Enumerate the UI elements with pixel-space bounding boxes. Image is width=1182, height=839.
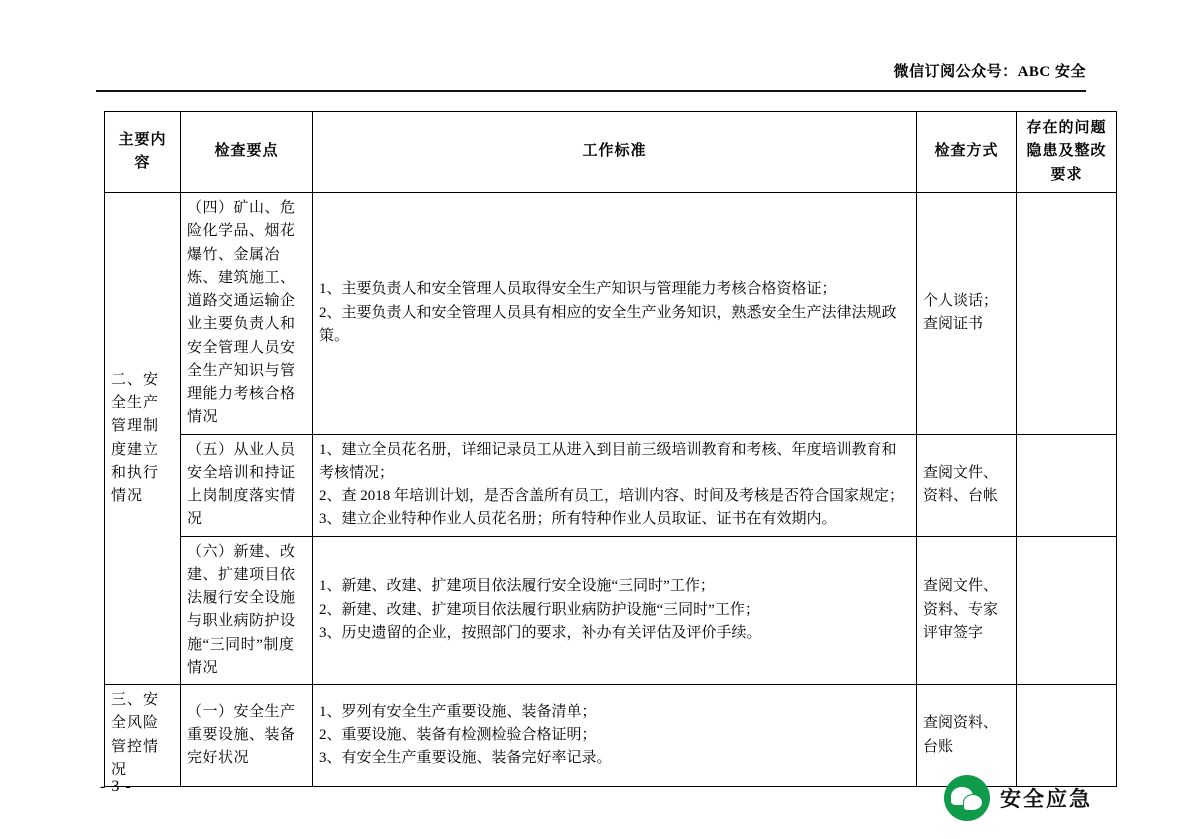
row-point-5: （五）从业人员安全培训和持证上岗制度落实情况 [181, 434, 313, 536]
row-problems-6 [1017, 536, 1117, 685]
standard-line: 1、主要负责人和安全管理人员取得安全生产知识与管理能力考核合格资格证； [319, 281, 837, 298]
standard-line: 1、新建、改建、扩建项目依法履行安全设施“三同时”工作； [319, 578, 715, 595]
table-row [105, 434, 1117, 536]
page-number: - 3 - [100, 778, 132, 795]
row-problems-4 [1017, 193, 1117, 435]
header-check-points: 检查要点 [181, 112, 313, 193]
standard-line: 2、新建、改建、扩建项目依法履行职业病防护设施“三同时”工作； [319, 601, 760, 618]
page-header-text: 微信订阅公众号：ABC 安全 [893, 64, 1086, 80]
table-header-row [105, 112, 1117, 193]
standard-line: 3、建立企业特种作业人员花名册；所有特种作业人员取证、证书在有效期内。 [319, 511, 837, 528]
wechat-logo-stamp [944, 770, 1140, 826]
header-main-content: 主要内容 [105, 112, 181, 193]
standard-line: 1、建立全员花名册，详细记录员工从进入到目前三级培训教育和考核、年度培训教育和考核情况； [319, 441, 897, 481]
table-row [105, 193, 1117, 435]
standard-line: 2、主要负责人和安全管理人员具有相应的安全生产业务知识，熟悉安全生产法律法规政策。 [319, 304, 897, 344]
row-method-5: 查阅文件、资料、台帐 [917, 434, 1017, 536]
header-divider [96, 90, 1086, 92]
row-category-3: 三、安全风险管控情况 [105, 685, 181, 787]
standard-line: 3、历史遗留的企业，按照部门的要求，补办有关评估及评价手续。 [319, 624, 762, 641]
row-method-4: 个人谈话；查阅证书 [917, 193, 1017, 435]
stamp-label: 安全应急 [1000, 788, 1092, 811]
row-point-4: （四）矿山、危险化学品、烟花爆竹、金属冶炼、建筑施工、道路交通运输企业主要负责人和安全管理人员安全生产知识与管理能力考核合格情况 [181, 193, 313, 435]
row-method-6: 查阅文件、资料、专家评审签字 [917, 536, 1017, 685]
wechat-icon [944, 775, 990, 821]
row-standard-5 [313, 434, 917, 536]
row-point-7: （一）安全生产重要设施、装备完好状况 [181, 685, 313, 787]
header-work-standard: 工作标准 [313, 112, 917, 193]
header-problems: 存在的问题隐患及整改要求 [1017, 112, 1117, 193]
standard-line: 2、查 2018 年培训计划，是否含盖所有员工，培训内容、时间及考核是否符合国家规定； [319, 488, 905, 504]
row-category-2: 二、安全生产管理制度建立和执行情况 [105, 193, 181, 685]
row-standard-4 [313, 193, 917, 435]
inspection-table [104, 111, 1117, 787]
header-check-method: 检查方式 [917, 112, 1017, 193]
row-standard-6 [313, 536, 917, 685]
table-row [105, 536, 1117, 685]
wechat-bubble-front-icon [963, 794, 983, 811]
row-method-7: 查阅资料、台账 [917, 685, 1017, 787]
standard-line: 2、重要设施、装备有检测检验合格证明； [319, 726, 597, 743]
standard-line: 3、有安全生产重要设施、装备完好率记录。 [319, 750, 612, 767]
row-standard-7 [313, 685, 917, 787]
standard-line: 1、罗列有安全生产重要设施、装备清单； [319, 703, 597, 720]
row-problems-5 [1017, 434, 1117, 536]
row-point-6: （六）新建、改建、扩建项目依法履行安全设施与职业病防护设施“三同时”制度情况 [181, 536, 313, 685]
